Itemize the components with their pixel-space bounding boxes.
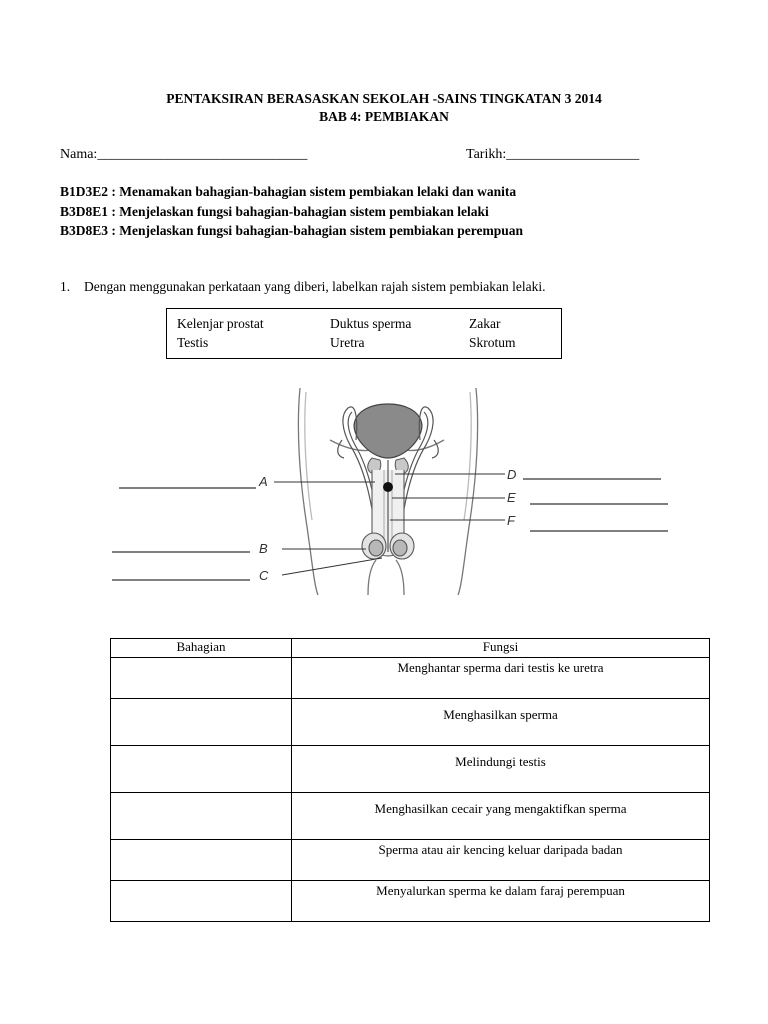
answer-cell[interactable] bbox=[111, 746, 292, 793]
function-cell: Sperma atau air kencing keluar daripada badan bbox=[292, 840, 710, 881]
word-bank-box bbox=[166, 308, 562, 359]
label-f: F bbox=[507, 513, 515, 528]
label-d: D bbox=[507, 467, 517, 482]
question-number: 1. bbox=[60, 279, 71, 294]
label-a: A bbox=[259, 474, 268, 489]
prostate-gland bbox=[383, 482, 393, 492]
question-1 bbox=[60, 279, 545, 295]
word-testis: Testis bbox=[177, 335, 209, 350]
word-uretra: Uretra bbox=[330, 335, 365, 350]
label-b: B bbox=[259, 541, 268, 556]
answer-cell[interactable] bbox=[111, 699, 292, 746]
function-cell: Menghantar sperma dari testis ke uretra bbox=[292, 658, 710, 699]
word-kelenjar-prostat: Kelenjar prostat bbox=[177, 316, 264, 331]
answer-cell[interactable] bbox=[111, 658, 292, 699]
table-header-row bbox=[111, 639, 710, 658]
page-title: PENTAKSIRAN BERASASKAN SEKOLAH -SAINS TINGKATAN 3 2014 bbox=[166, 91, 602, 106]
table-row bbox=[111, 881, 710, 922]
name-field[interactable]: Nama:______________________________ bbox=[60, 147, 308, 162]
function-cell: Menghasilkan sperma bbox=[292, 699, 710, 746]
answer-cell[interactable] bbox=[111, 793, 292, 840]
word-zakar: Zakar bbox=[469, 316, 501, 331]
label-c: C bbox=[259, 568, 269, 583]
word-skrotum: Skrotum bbox=[469, 335, 516, 350]
question-text: Dengan menggunakan perkataan yang diberi, labelkan rajah sistem pembiakan lelaki. bbox=[84, 279, 546, 294]
table-row bbox=[111, 658, 710, 699]
header-bahagian: Bahagian bbox=[111, 639, 292, 658]
answer-cell[interactable] bbox=[111, 881, 292, 922]
word-duktus-sperma: Duktus sperma bbox=[330, 316, 412, 331]
male-reproductive-diagram bbox=[0, 380, 768, 595]
objective-2: B3D8E1 : Menjelaskan fungsi bahagian-bahagian sistem pembiakan lelaki bbox=[60, 204, 489, 219]
date-field[interactable]: Tarikh:___________________ bbox=[466, 147, 640, 162]
table-row bbox=[111, 699, 710, 746]
function-cell: Melindungi testis bbox=[292, 746, 710, 793]
function-table bbox=[110, 638, 710, 922]
function-cell: Menghasilkan cecair yang mengaktifkan sperma bbox=[292, 793, 710, 840]
objective-1: B1D3E2 : Menamakan bahagian-bahagian sistem pembiakan lelaki dan wanita bbox=[60, 184, 517, 199]
answer-cell[interactable] bbox=[111, 840, 292, 881]
label-e: E bbox=[507, 490, 516, 505]
table-row bbox=[111, 746, 710, 793]
function-cell: Menyalurkan sperma ke dalam faraj perempuan bbox=[292, 881, 710, 922]
objective-3: B3D8E3 : Menjelaskan fungsi bahagian-bahagian sistem pembiakan perempuan bbox=[60, 223, 523, 238]
header-fungsi: Fungsi bbox=[292, 639, 710, 658]
chapter-title: BAB 4: PEMBIAKAN bbox=[319, 109, 449, 124]
table-row bbox=[111, 793, 710, 840]
table-row bbox=[111, 840, 710, 881]
